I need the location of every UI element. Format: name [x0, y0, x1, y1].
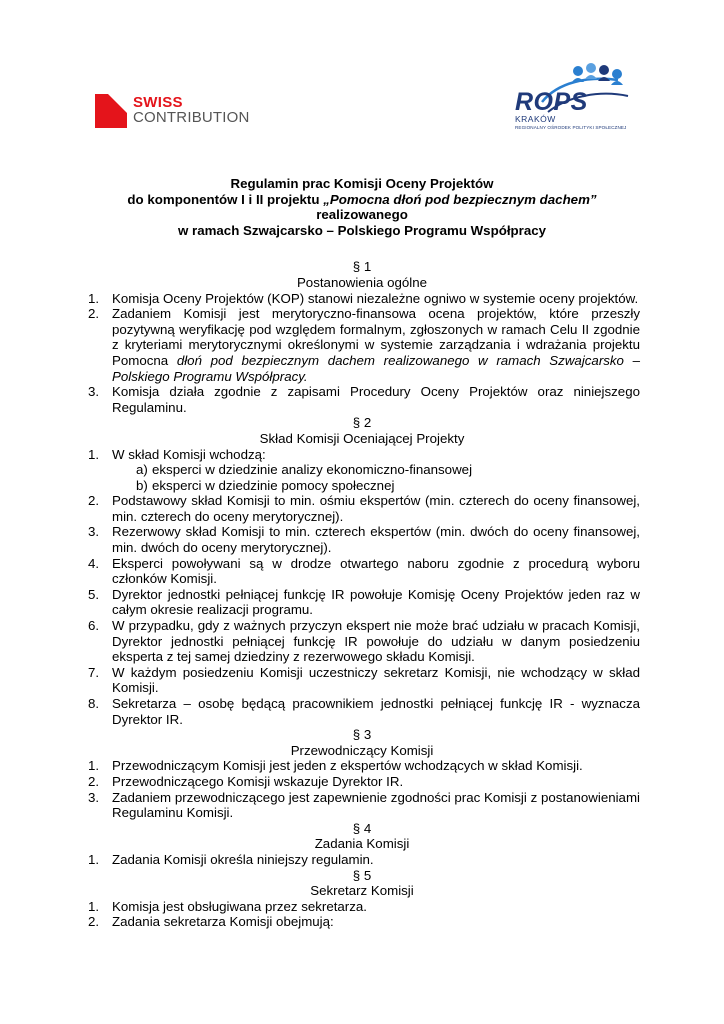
swiss-logo-line1: SWISS — [133, 94, 183, 111]
list-item — [84, 618, 640, 665]
list-item — [84, 556, 640, 587]
rops-logo-city: KRAKÓW — [515, 114, 556, 124]
swiss-logo-line2: CONTRIBUTION — [133, 109, 250, 126]
list-item-text: Rezerwowy skład Komisji to min. czterech ekspertów (min. dwóch do oceny finansowej, min. dwóch do oceny merytorycznej). — [112, 524, 640, 556]
list-item — [84, 852, 640, 868]
rops-logo-subtitle: REGIONALNY OŚRODEK POLITYKI SPOŁECZNEJ — [515, 125, 627, 130]
list-item-number: 1. — [88, 758, 100, 774]
list-item-text: Dyrektor jednostki pełniącej funkcję IR powołuje Komisję Oceny Projektów jeden raz w całym okresie realizacji programu. — [112, 586, 640, 618]
list-item-number: 3. — [88, 384, 100, 400]
list-item — [84, 758, 640, 774]
rops-logo — [508, 62, 628, 134]
title-line-1: Regulamin prac Komisji Oceny Projektów — [230, 176, 494, 191]
list-item-number: 7. — [88, 664, 100, 680]
list-item-text: Komisja jest obsługiwana przez sekretarza. — [112, 898, 367, 914]
list-item — [84, 306, 640, 384]
list-item — [84, 493, 640, 524]
list-item-text: Komisja Oceny Projektów (KOP) stanowi niezależne ogniwo w systemie oceny projektów. — [112, 290, 639, 306]
list-item-number: 1. — [88, 851, 100, 867]
list-item-number: 5. — [88, 586, 100, 602]
list-item-number: 2. — [88, 914, 100, 930]
section-heading: Skład Komisji Oceniającej Projekty — [259, 430, 465, 446]
list-item-number: 4. — [88, 555, 100, 571]
list-item-number: 1. — [88, 898, 100, 914]
title-line-2: do komponentów I i II projektu „Pomocna dłoń pod bezpiecznym dachem” — [127, 191, 597, 207]
list-item-number: 2. — [88, 493, 100, 509]
swiss-contribution-logo — [95, 94, 265, 130]
list-item-number: 3. — [88, 524, 100, 540]
section-sign: § 3 — [352, 727, 372, 743]
list-item-text: W skład Komisji wchodzą: — [112, 446, 266, 462]
section-heading: Przewodniczący Komisji — [290, 742, 434, 758]
title-line-3: realizowanego — [316, 207, 408, 223]
list-item-number: 2. — [88, 306, 100, 322]
section-list — [84, 899, 640, 930]
list-item-text: Przewodniczącego Komisji wskazuje Dyrektor IR. — [112, 773, 404, 789]
list-item-text: Zadania Komisji określa niniejszy regulamin. — [112, 851, 374, 867]
sections-container — [84, 259, 640, 930]
list-item-text: Zadania sekretarza Komisji obejmują: — [112, 914, 334, 930]
list-item — [84, 790, 640, 821]
sub-list-item-letter: b) — [136, 477, 148, 493]
list-item-number: 1. — [88, 446, 100, 462]
list-item-number: 6. — [88, 618, 100, 634]
section-sign: § 5 — [352, 867, 372, 883]
list-item-text: Zadaniem Komisji jest merytoryczno-finansowa ocena projektów, które przeszły pozytywną weryfikację pod względem formalnym, zgłoszonych w ramach Celu II zgodnie z kryteriami merytorycznymi określonymi w systemie zarządzania i wdrażania projektu Pomocna — [112, 306, 640, 368]
list-item-text: Podstawowy skład Komisji to min. ośmiu ekspertów (min. czterech do oceny finansowej, min. czterech do oceny merytorycznej). — [112, 493, 640, 524]
list-item — [84, 291, 640, 307]
section-list — [84, 852, 640, 868]
list-item-text: Sekretarza – osobę będącą pracownikiem jednostki pełniącej funkcję IR - wyznacza Dyrektor IR. — [112, 696, 640, 727]
section-sign: § 2 — [352, 415, 372, 431]
list-item — [84, 587, 640, 618]
sub-list-item — [112, 462, 640, 478]
section-sign: § 1 — [352, 259, 372, 275]
list-item — [84, 696, 640, 727]
document-title — [84, 176, 640, 238]
swiss-mark-icon — [95, 94, 127, 128]
list-item-text: Eksperci powoływani są w drodze otwartego naboru zgodnie z procedurą wyboru członków Komisji. — [112, 555, 640, 587]
list-item — [84, 384, 640, 415]
title-line-4: w ramach Szwajcarsko – Polskiego Programu Współpracy — [177, 222, 546, 238]
list-item-text: Komisja działa zgodnie z zapisami Procedury Oceny Projektów oraz niniejszego Regulaminu. — [112, 384, 640, 415]
list-item-number: 2. — [88, 773, 100, 789]
list-item-text: Przewodniczącym Komisji jest jeden z ekspertów wchodzących w skład Komisji. — [112, 758, 583, 774]
list-item — [84, 774, 640, 790]
section-heading: Zadania Komisji — [314, 836, 410, 852]
section-heading: Postanowienia ogólne — [296, 274, 428, 290]
list-item-text: W każdym posiedzeniu Komisji uczestniczy sekretarz Komisji, nie wchodzący w skład Komisji. — [112, 664, 640, 696]
list-item — [84, 447, 640, 494]
list-item-text: W przypadku, gdy z ważnych przyczyn ekspert nie może brać udziału w pracach Komisji, Dyrektor jednostki pełniącej funkcję IR powołuje do udziału w danym posiedzeniu eksperta z tej samej dziedziny z rezerwowego składu Komisji. — [112, 618, 640, 665]
sub-list — [112, 462, 640, 493]
list-item-number: 8. — [88, 696, 100, 711]
section-list — [84, 291, 640, 416]
list-item-number: 1. — [88, 290, 100, 306]
section-heading: Sekretarz Komisji — [310, 883, 414, 899]
sub-list-item-text: eksperci w dziedzinie pomocy społecznej — [152, 477, 395, 493]
section-list — [84, 758, 640, 820]
list-item — [84, 524, 640, 555]
section-sign: § 4 — [352, 820, 372, 836]
rops-logo-name: ROPS — [515, 88, 588, 116]
list-item — [84, 899, 640, 915]
sub-list-item-text: eksperci w dziedzinie analizy ekonomiczno-finansowej — [152, 462, 473, 478]
section-list — [84, 447, 640, 728]
sub-list-item-letter: a) — [136, 462, 148, 478]
list-item-number: 3. — [88, 789, 100, 805]
list-item — [84, 914, 640, 930]
list-item-text: Zadaniem przewodniczącego jest zapewnienie zgodności prac Komisji z postanowieniami Regulaminu Komisji. — [112, 789, 640, 821]
document-body — [84, 176, 640, 930]
sub-list-item — [112, 478, 640, 494]
list-item-italic-text: dłoń pod bezpiecznym dachem realizowanego w ramach Szwajcarsko – Polskiego Programu Współpracy. — [112, 352, 640, 384]
list-item — [84, 665, 640, 696]
